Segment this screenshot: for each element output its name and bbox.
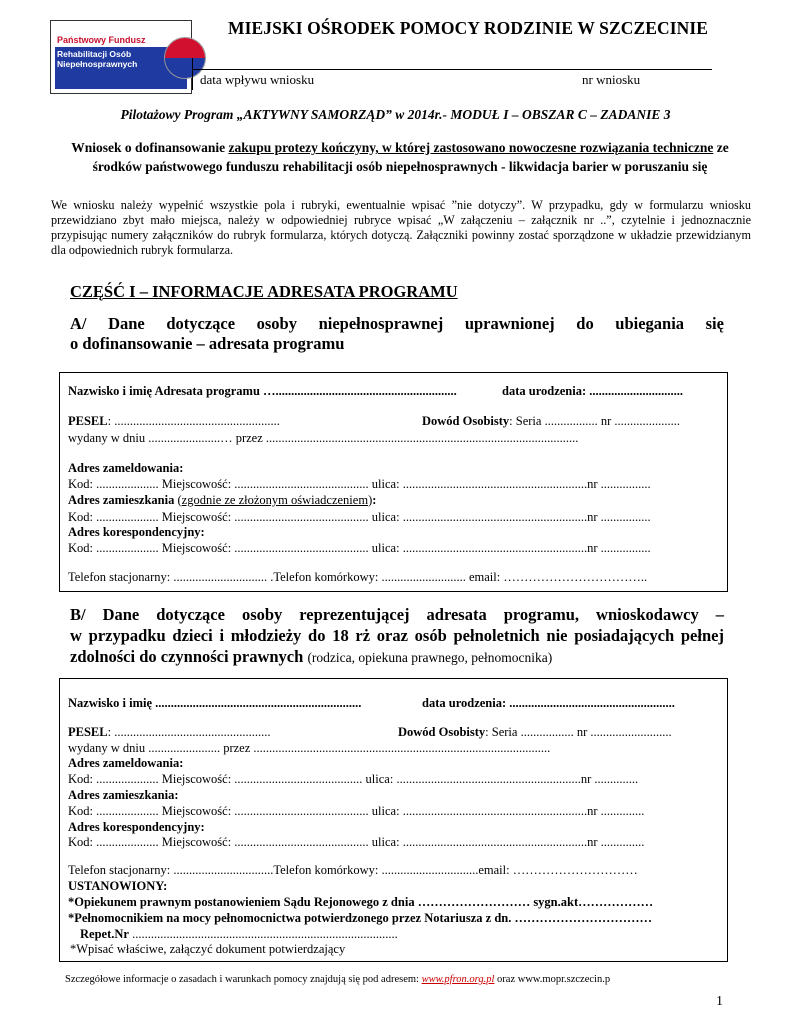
application-number-label: nr wniosku xyxy=(582,72,641,87)
heading-word: posiadających xyxy=(574,626,675,645)
b-id-card-field[interactable]: Dowód Osobisty: Seria ................. nr .......................... xyxy=(398,725,672,739)
section-b-form-box xyxy=(59,678,728,962)
b-correspondence-address-label: Adres korespondencyjny: xyxy=(68,820,205,834)
b-name-field[interactable]: Nazwisko i imię .................................................................. xyxy=(68,696,362,710)
b-registered-address-label: Adres zameldowania: xyxy=(68,756,184,770)
heading-word: przypadku xyxy=(88,626,166,645)
page-number: 1 xyxy=(716,994,723,1009)
section-b-line1 xyxy=(70,604,724,625)
b-birthdate-field[interactable]: data urodzenia: ..................................................... xyxy=(422,696,675,710)
heading-word: Dane xyxy=(102,605,140,624)
b-attorney-field[interactable]: *Pełnomocnikiem na mocy pełnomocnictwa potwierdzonego przez Notariusza z dn. …………………………… xyxy=(68,911,652,925)
part-1-title: CZĘŚĆ I – INFORMACJE ADRESATA PROGRAMU xyxy=(70,282,458,301)
logo-text-line3: Niepełnosprawnych xyxy=(57,59,138,69)
b-correspondence-address-field[interactable]: Kod: .................... Miejscowość: ........................................... ulica: ...........................................................nr .............. xyxy=(68,835,645,849)
pfron-logo xyxy=(50,20,192,94)
header-underline xyxy=(192,69,712,70)
heading-word: się xyxy=(705,314,724,333)
heading-word: adresata xyxy=(426,605,487,624)
heading-word: osób xyxy=(414,626,447,645)
b-legal-guardian-field[interactable]: *Opiekunem prawnym postanowieniem Sądu Rejonowego z dnia ……………………… sygn.akt……………… xyxy=(68,895,654,909)
heading-word: ubiegania xyxy=(615,314,685,333)
b-issued-field[interactable]: wydany w dniu ....................... przez ............................................................................................... xyxy=(68,741,551,755)
heading-word: – xyxy=(715,605,724,624)
a-correspondence-address-label: Adres korespondencyjny: xyxy=(68,525,205,539)
a-residence-address-label: Adres zamieszkania (zgodnie ze złożonym oświadczeniem): xyxy=(68,493,377,507)
heading-word: pełnoletnich xyxy=(453,626,540,645)
section-b-heading xyxy=(70,604,724,668)
instructions-paragraph: We wniosku należy wypełnić wszystkie pola i rubryki, ewentualnie wpisać ”nie dotyczy”. W przypadku, gdy w formularzu wniosku przewidziano zbyt mało miejsca, należy w odpowiedniej rubryce wpisać „W załączeniu – załącznik nr ..”, czytelnie i jednoznacznie przypisując numery załączników do rubryk formularza, których dotyczą. Załączniki powinny zostać sporządzone w układzie przewidzianym dla odpowiednich rubryk formularza. xyxy=(51,198,751,257)
a-pesel-field[interactable]: PESEL: ..................................................... xyxy=(68,414,280,428)
a-residence-address-field[interactable]: Kod: .................... Miejscowość: ........................................... ulica: ...........................................................nr ................ xyxy=(68,510,651,524)
heading-word: rż xyxy=(355,626,371,645)
heading-word: i xyxy=(219,626,225,645)
a-issued-field[interactable]: wydany w dniu .......................… przez .................................................................................................... xyxy=(68,431,579,445)
section-a-form-box xyxy=(59,372,728,592)
b-residence-address-label: Adres zamieszkania: xyxy=(68,788,179,802)
heading-word: oraz xyxy=(376,626,408,645)
a-registered-address-field[interactable]: Kod: .................... Miejscowość: ........................................... ulica: ...........................................................nr ................ xyxy=(68,477,651,491)
b-registered-address-field[interactable]: Kod: .................... Miejscowość: ......................................... ulica: ...........................................................nr .............. xyxy=(68,772,639,786)
section-a-line1 xyxy=(70,314,724,334)
a-correspondence-address-field[interactable]: Kod: .................... Miejscowość: ........................................... ulica: ...........................................................nr ................ xyxy=(68,541,651,555)
a-registered-address-label: Adres zameldowania: xyxy=(68,461,184,475)
heading-word: reprezentującej xyxy=(299,605,410,624)
heading-word: niepełnosprawnej xyxy=(318,314,444,333)
section-a-heading xyxy=(70,314,724,354)
b-appointed-label: USTANOWIONY: xyxy=(68,879,168,893)
heading-word: Dane xyxy=(108,314,145,333)
a-id-card-field[interactable]: Dowód Osobisty: Seria ................. nr ..................... xyxy=(422,414,680,428)
request-heading: Wniosek o dofinansowanie zakupu protezy kończyny, w której zastosowano nowoczesne rozwiązania techniczne ze środków państwowego funduszu rehabilitacji osób niepełnosprawnych - likwidacja barier w poruszaniu się xyxy=(71,140,729,174)
request-subject: zakupu protezy kończyny, w której zastosowano nowoczesne rozwiązania techniczne xyxy=(228,140,714,155)
heading-word: dzieci xyxy=(172,626,213,645)
pfron-link[interactable]: www.pfron.org.pl xyxy=(421,974,495,985)
b-repertory-number-field[interactable]: Repet.Nr ..................................................................................... xyxy=(80,927,398,941)
b-phones-email-field[interactable]: Telefon stacjonarny: ................................Telefon komórkowy: ...............................email: ………………………… xyxy=(68,863,638,877)
heading-word: nie xyxy=(546,626,568,645)
heading-word: B/ xyxy=(70,605,86,624)
a-phones-email-field[interactable]: Telefon stacjonarny: .............................. .Telefon komórkowy: ........................... email: …………………………….. xyxy=(68,570,648,584)
header-divider xyxy=(192,58,193,90)
program-title: Pilotażowy Program „AKTYWNY SAMORZĄD” w 2014r.- MODUŁ I – OBSZAR C – ZADANIE 3 xyxy=(120,107,671,122)
date-received-label: data wpływu wniosku xyxy=(200,72,315,87)
heading-word: młodzieży xyxy=(230,626,302,645)
heading-word: uprawnionej xyxy=(464,314,555,333)
heading-word: dotyczące xyxy=(166,314,236,333)
heading-word: osoby xyxy=(256,314,297,333)
b-attachment-note: *Wpisać właściwe, załączyć dokument potwierdzający xyxy=(70,942,346,956)
b-pesel-field[interactable]: PESEL: .................................................. xyxy=(68,725,271,739)
heading-word: pełnej xyxy=(680,626,724,645)
logo-text-line2: Rehabilitacji Osób xyxy=(57,49,132,59)
heading-word: A/ xyxy=(70,314,87,333)
heading-word: osoby xyxy=(241,605,283,624)
heading-word: dotyczące xyxy=(156,605,225,624)
heading-word: 18 xyxy=(332,626,349,645)
org-title: MIEJSKI OŚRODEK POMOCY RODZINIE W SZCZECINIE xyxy=(228,18,709,38)
a-birthdate-field[interactable]: data urodzenia: .............................. xyxy=(502,384,684,398)
heading-word: do xyxy=(576,314,594,333)
section-a-line2: o dofinansowanie – adresata programu xyxy=(70,334,345,353)
heading-word: do xyxy=(308,626,326,645)
heading-word: w xyxy=(70,626,82,645)
b-residence-address-field[interactable]: Kod: .................... Miejscowość: ........................................... ulica: ...........................................................nr .............. xyxy=(68,804,645,818)
heading-word: wnioskodawcy xyxy=(596,605,699,624)
footer-info: Szczegółowe informacje o zasadach i warunkach pomocy znajdują się pod adresem: www.pfron.org.pl oraz www.mopr.szczecin.p xyxy=(65,974,611,985)
section-b-line3: zdolności do czynności prawnych (rodzica, opiekuna prawnego, pełnomocnika) xyxy=(70,647,553,666)
section-b-line2 xyxy=(70,625,724,646)
a-name-field[interactable]: Nazwisko i imię Adresata programu ….......................................................... xyxy=(68,384,457,398)
heading-word: programu, xyxy=(503,605,580,624)
logo-text-line1: Państwowy Fundusz xyxy=(57,35,146,45)
